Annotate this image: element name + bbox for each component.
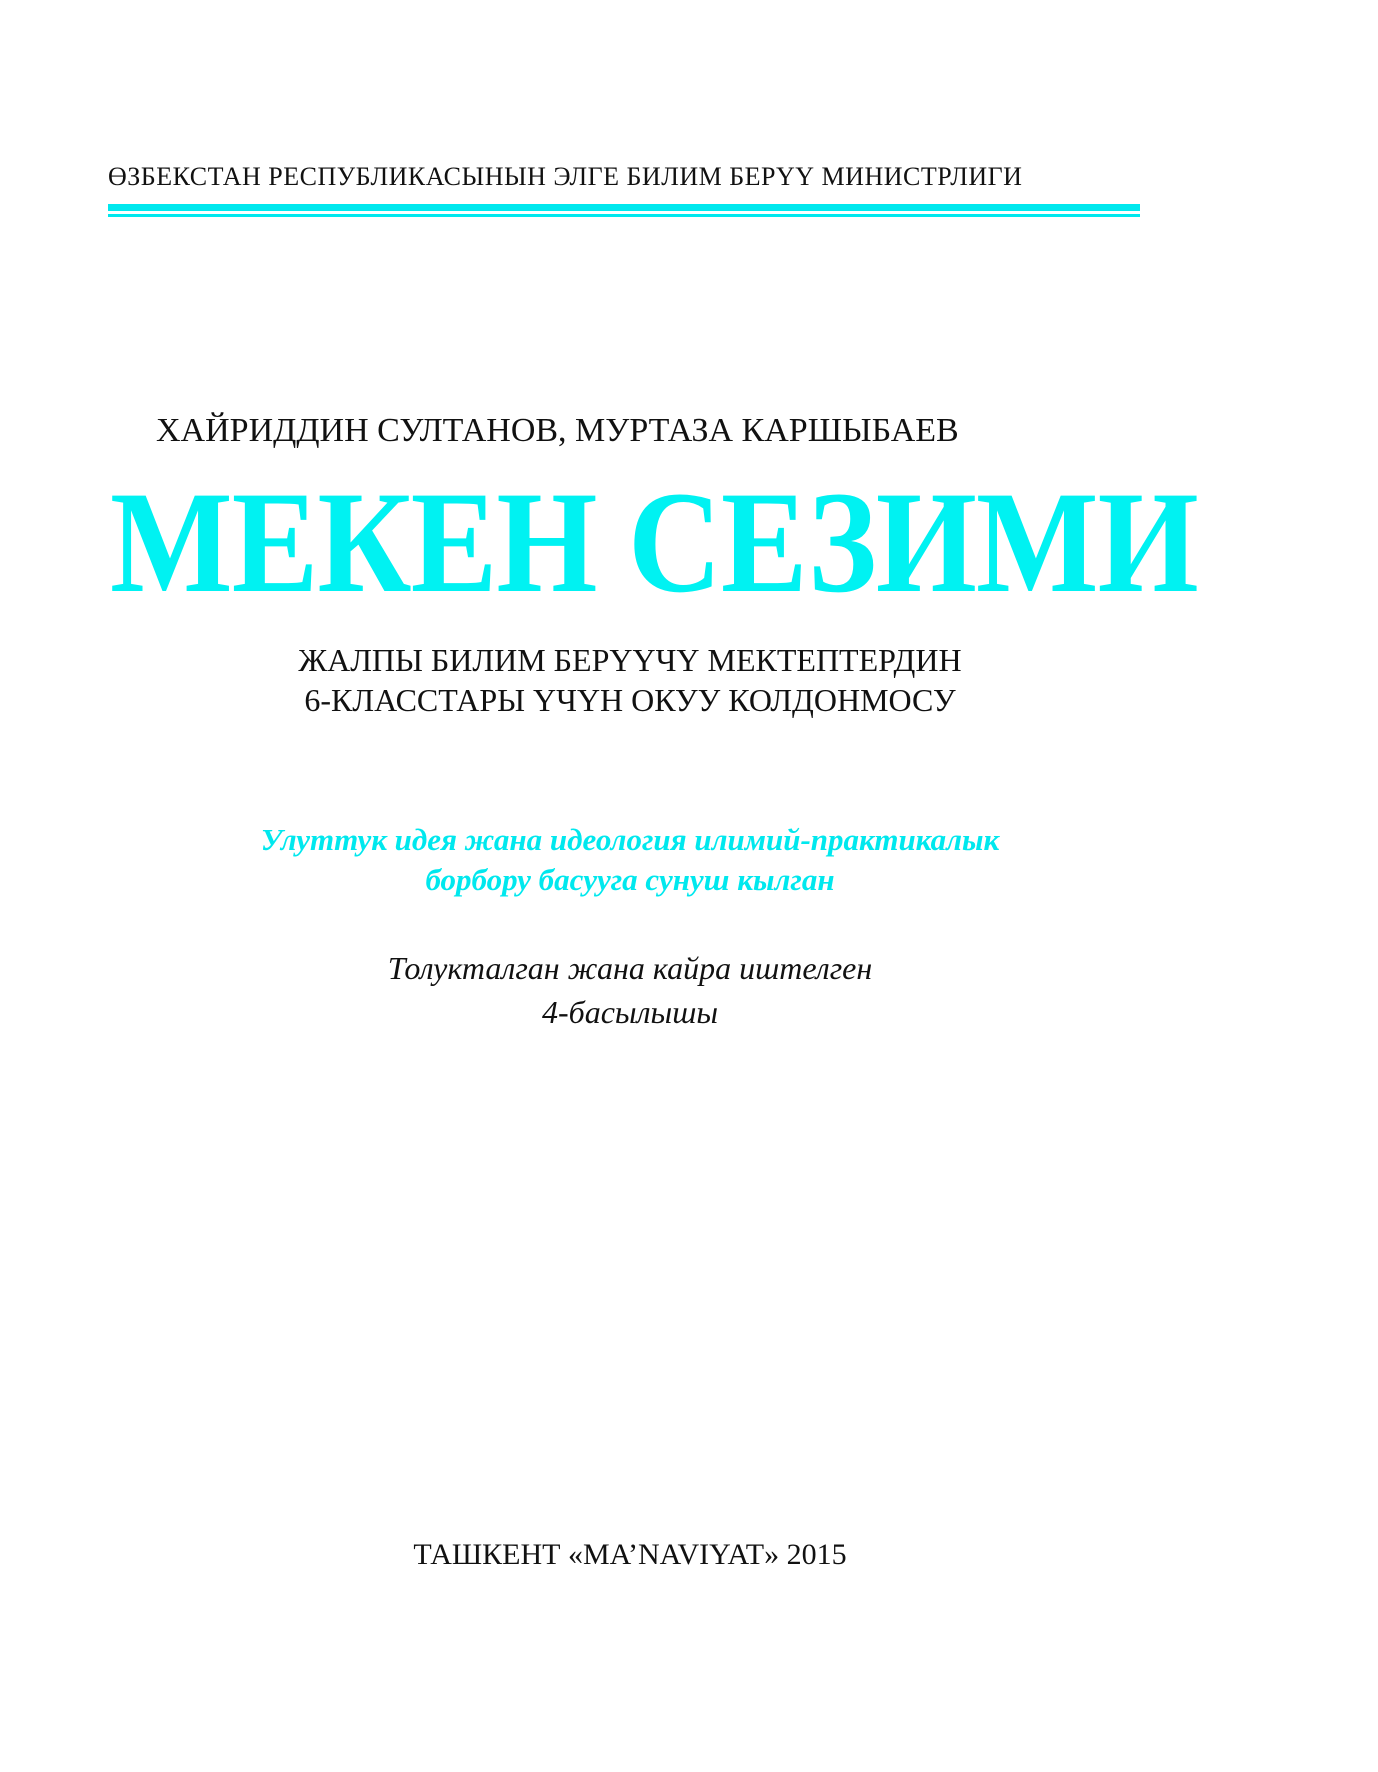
edition-line-2: 4-басылышы xyxy=(541,994,719,1030)
recommendation-line-2: борбору басууга сунуш кылган xyxy=(425,862,835,897)
header-rule-thin xyxy=(108,214,1140,217)
book-title: МЕКЕН СЕЗИМИ xyxy=(110,462,1198,624)
book-subtitle-line-1: ЖАЛПЫ БИЛИМ БЕРҮҮЧҮ МЕКТЕПТЕРДИН xyxy=(298,642,962,678)
header-rule-thick xyxy=(108,204,1140,211)
edition-line-1: Толукталган жана кайра иштелген xyxy=(387,950,873,986)
recommendation-line-1: Улуттук идея жана идеология илимий-практикалык xyxy=(260,822,1000,857)
ministry-header: ӨЗБЕКСТАН РЕСПУБЛИКАСЫНЫН ЭЛГЕ БИЛИМ БЕРҮҮ МИНИСТРЛИГИ xyxy=(108,162,1023,191)
book-subtitle-line-2: 6-КЛАССТАРЫ ҮЧҮН ОКУУ КОЛДОНМОСУ xyxy=(304,682,956,718)
publisher-imprint: ТАШКЕНТ «MA’NAVIYAT» 2015 xyxy=(413,1538,847,1571)
book-authors: ХАЙРИДДИН СУЛТАНОВ, МУРТАЗА КАРШЫБАЕВ xyxy=(156,412,959,449)
